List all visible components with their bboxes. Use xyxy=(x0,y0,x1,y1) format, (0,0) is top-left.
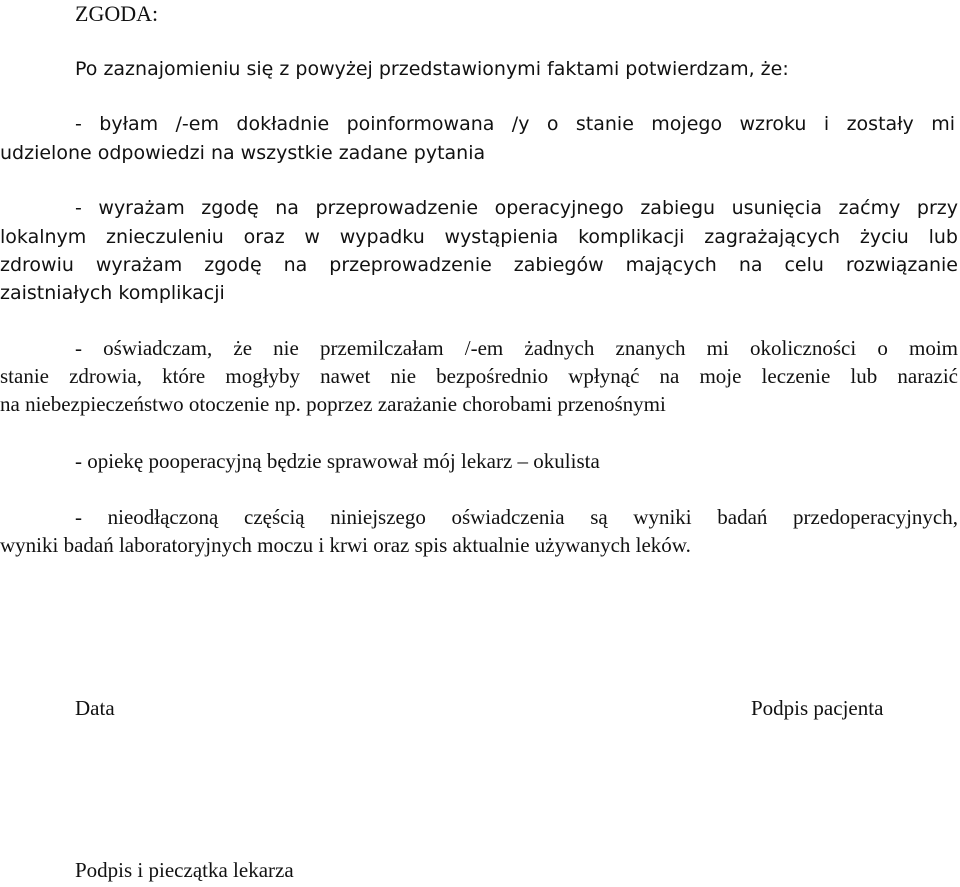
patient-signature-label: Podpis pacjenta xyxy=(751,696,884,720)
consent-item-2-line-2: lokalnym znieczuleniu oraz w wypadku wystąpienia komplikacji zagrażających życiu lub xyxy=(0,226,958,248)
consent-item-3-line-3: na niebezpieczeństwo otoczenie np. poprzez zarażanie chorobami przenośnymi xyxy=(0,392,666,416)
consent-item-5-line-1: - nieodłączoną częścią niniejszego oświadczenia są wyniki badań przedoperacyjnych, xyxy=(75,505,958,529)
document-title: ZGODA: xyxy=(75,1,159,26)
doctor-signature-label: Podpis i pieczątka lekarza xyxy=(75,858,294,882)
consent-item-2-line-3: zdrowiu wyrażam zgodę na przeprowadzenie zabiegów mających na celu rozwiązanie xyxy=(0,254,958,276)
date-label: Data xyxy=(75,696,115,720)
consent-item-1-line-1: - byłam /-em dokładnie poinformowana /y o stanie mojego wzroku i zostały mi xyxy=(75,113,955,135)
intro-text: Po zaznajomieniu się z powyżej przedstawionymi faktami potwierdzam, że: xyxy=(75,58,789,80)
consent-item-5-line-2: wyniki badań laboratoryjnych moczu i krwi oraz spis aktualnie używanych leków. xyxy=(0,533,691,557)
consent-item-1-line-2: udzielone odpowiedzi na wszystkie zadane pytania xyxy=(0,142,486,164)
consent-item-3-line-1: - oświadczam, że nie przemilczałam /-em żadnych znanych mi okoliczności o moim xyxy=(75,336,958,360)
consent-item-4-line-1: - opiekę pooperacyjną będzie sprawował mój lekarz – okulista xyxy=(75,449,600,473)
consent-item-2-line-4: zaistniałych komplikacji xyxy=(0,282,225,304)
consent-item-2-line-1: - wyrażam zgodę na przeprowadzenie operacyjnego zabiegu usunięcia zaćmy przy xyxy=(75,197,958,219)
consent-item-3-line-2: stanie zdrowia, które mogłyby nawet nie bezpośrednio wpłynąć na moje leczenie lub narazić xyxy=(0,364,958,388)
